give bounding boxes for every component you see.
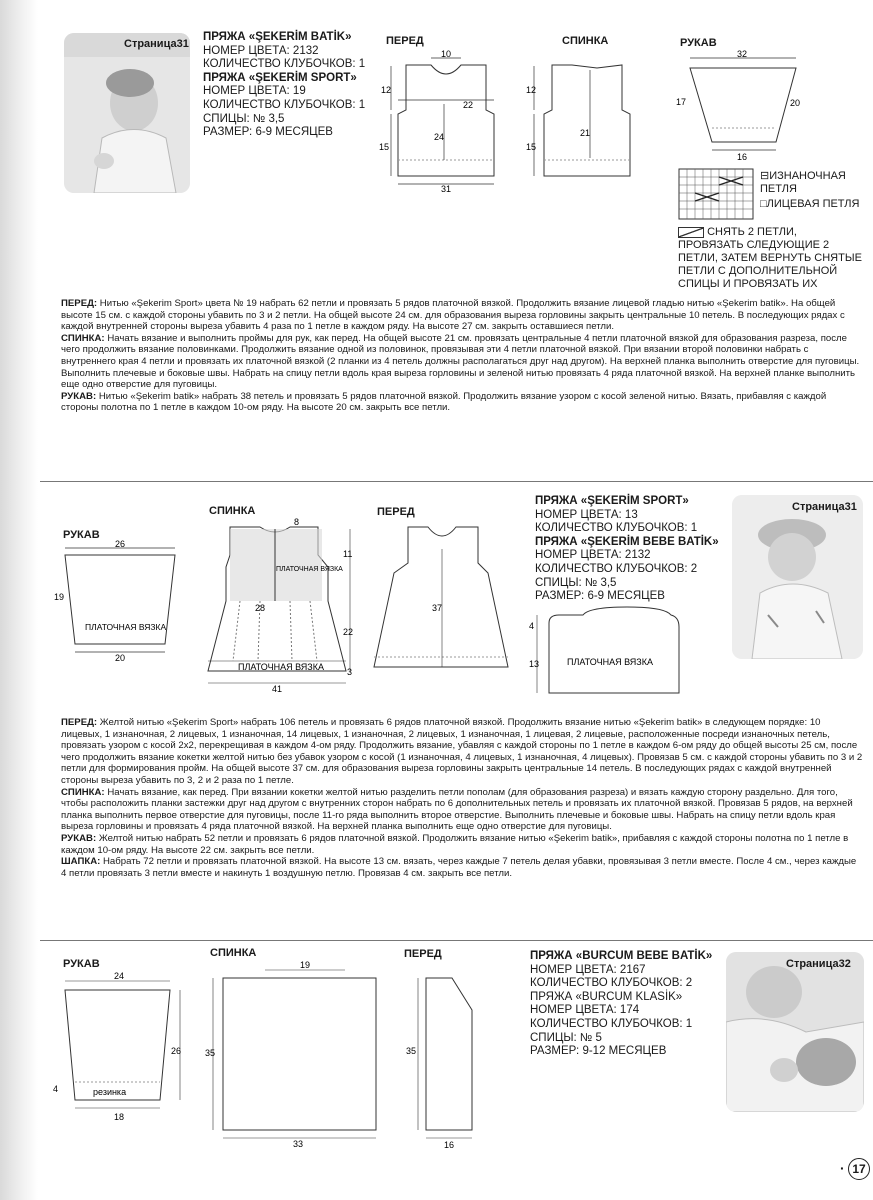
yarn-line: НОМЕР ЦВЕТА: 174 — [530, 1004, 640, 1017]
yarn-line: НОМЕР ЦВЕТА: 2132 — [203, 44, 319, 57]
legend — [760, 170, 860, 211]
yarn-line: КОЛИЧЕСТВО КЛУБОЧКОВ: 1 — [535, 522, 698, 535]
sleeve-diagram-3 — [50, 968, 195, 1128]
cable-symbol-icon — [678, 227, 704, 238]
yarn-line: КОЛИЧЕСТВО КЛУБОЧКОВ: 2 — [530, 977, 693, 990]
yarn-info-2 — [535, 495, 719, 604]
yarn-line: ПРЯЖА «BURCUM BEBE BATİK» — [530, 950, 713, 962]
dim-a: 4 — [529, 621, 535, 631]
dim-height: 24 — [434, 132, 445, 142]
page-number — [840, 1158, 870, 1180]
divider — [40, 481, 873, 482]
dim-bottom: 18 — [114, 1112, 125, 1122]
yarn-line: КОЛИЧЕСТВО КЛУБОЧКОВ: 1 — [530, 1017, 693, 1030]
instruction-back — [61, 333, 863, 391]
back-title-3: СПИНКА — [210, 947, 257, 959]
front-title-2: ПЕРЕД — [377, 506, 415, 518]
dim-mid: 28 — [255, 603, 266, 613]
hat-label: ПЛАТОЧНАЯ ВЯЗКА — [567, 657, 653, 667]
yarn-line: ПРЯЖА «ŞEKERİM SPORT» — [203, 71, 357, 84]
front-diagram-1 — [376, 48, 516, 193]
yarn-line: КОЛИЧЕСТВО КЛУБОЧКОВ: 1 — [203, 98, 366, 111]
instruction-text: Набрать 72 петли и провязать платочной вязкой. На высоте 13 см. вязать, через каждые 7 петель делая убавки, провязывая 3 петли вместе. После 4 см., через каждые 4 петли провязать 3 петли вместе и накинуть 1 воздушную петлю. Провязав 4 см. закрыть все петли. — [61, 856, 857, 879]
yarn-line: КОЛИЧЕСТВО КЛУБОЧКОВ: 1 — [203, 58, 366, 71]
yarn-line: СПИЦЫ: № 3,5 — [203, 112, 285, 125]
dim-left: 4 — [53, 1084, 59, 1094]
instruction-label: ШАПКА: — [61, 856, 101, 868]
page-ref-1: Страница31 — [124, 38, 189, 50]
hat-diagram-2 — [527, 605, 687, 700]
yarn-line: НОМЕР ЦВЕТА: 2167 — [530, 963, 646, 976]
front-title-1: ПЕРЕД — [386, 35, 424, 47]
sleeve-title-2: РУКАВ — [63, 529, 100, 541]
band-label: резинка — [93, 1087, 127, 1097]
yarn-line: НОМЕР ЦВЕТА: 19 — [203, 85, 306, 98]
sleeve-title-3: РУКАВ — [63, 958, 100, 970]
yarn-line: ПРЯЖА «ŞEKERİM BEBE BATİK» — [535, 535, 719, 548]
page-number-circle — [848, 1158, 870, 1180]
dim-top: 26 — [114, 540, 126, 549]
dim-bottom: 16 — [736, 152, 748, 162]
dim-bottom-h: 3 — [347, 667, 353, 677]
instruction-label: ПЕРЕД: — [61, 298, 98, 309]
purl-symbol-icon: ⊟ — [760, 170, 770, 182]
yarn-info-1 — [203, 31, 365, 140]
back-title-2: СПИНКА — [209, 505, 256, 517]
back-band-label: ПЛАТОЧНАЯ ВЯЗКА — [238, 662, 324, 672]
yarn-line: РАЗМЕР: 6-9 МЕСЯЦЕВ — [535, 590, 665, 603]
dim-top: 32 — [736, 49, 748, 59]
dim-top: 8 — [294, 517, 300, 527]
baby-photo-3 — [726, 952, 864, 1112]
front-title-3: ПЕРЕД — [404, 948, 442, 960]
dim-width: 41 — [271, 684, 283, 694]
instruction-hat — [61, 856, 863, 879]
instruction-back — [61, 787, 863, 833]
instructions-1 — [61, 298, 863, 414]
dim-bottom: 16 — [444, 1140, 455, 1150]
sleeve-diagram-2 — [50, 540, 190, 665]
dim-neck: 10 — [440, 49, 452, 59]
instruction-front — [61, 298, 863, 333]
yarn-line: СПИЦЫ: № 5 — [530, 1031, 602, 1044]
instruction-label: ПЕРЕД: — [61, 717, 98, 728]
dim-side: 19 — [54, 592, 65, 602]
legend-cable — [678, 226, 863, 291]
dim-height: 21 — [580, 128, 591, 138]
instruction-label: РУКАВ: — [61, 390, 97, 402]
yarn-line: РАЗМЕР: 6-9 МЕСЯЦЕВ — [203, 126, 333, 139]
dim-bottom: 15 — [526, 142, 537, 152]
page-number-text: 17 — [852, 1162, 866, 1176]
legend-cable-text: СНЯТЬ 2 ПЕТЛИ, ПРОВЯЗАТЬ СЛЕДУЮЩИЕ 2 ПЕТЛИ, ЗАТЕМ ВЕРНУТЬ СНЯТЫЕ ПЕТЛИ С ДОПОЛНИТЕЛЬНОЙ СПИЦЫ И ПРОВЯЗАТЬ ИХ — [678, 226, 862, 290]
baby-photo-2 — [732, 495, 863, 659]
instruction-text: Начать вязание и выполнить проймы для рук, как перед. На общей высоте 21 см. провязать центральные 4 петли платочной вязкой для образования разреза, после чего продолжить вязание половинками. Продолжить вязание одной из половинок, провязывая эти 4 петли платочной вязкой. При вязании второй половинки набрать с внутреннего края 4 петли и провязать их платочной вязкой (2 планки из 4 петель должны располагаться друг над другом). На верхней планка выполнить отверстие для пуговицы. Выполнить плечевые и боковые швы. Набрать на спицу петли вдоль края выреза горловины и зеленой нитью провязать 4 ряда платочной вязкой. На верхней планке выполнить еще одно отверстие для пуговицы. — [61, 332, 860, 391]
dim-height: 37 — [432, 603, 443, 613]
legend-knit-text: ЛИЦЕВАЯ ПЕТЛЯ — [766, 198, 860, 210]
dim-right: 26 — [171, 1046, 182, 1056]
instruction-text: Начать вязание, как перед. При вязании кокетки желтой нитью разделить петли пополам (для образования разреза) и вязать каждую сторону раздельно. Для того, чтобы расположить планки застежки друг над другом с внутренних сторон набрать по 6 дополнительных петель и провязать их платочной вязкой. Провязав 5 рядов, на верхней планка выполнить первое отверстие для пуговицы, после 11-го ряда выполнить второе отверстие. Выполнить плечевые и боковые швы. Набрать на спицу петли вдоль края выреза горловины и провязать 4 ряда платочной вязкой. На верхней планка выполнить еще одно отверстие для пуговицы. — [61, 786, 853, 833]
yarn-line: КОЛИЧЕСТВО КЛУБОЧКОВ: 2 — [535, 562, 698, 575]
instruction-text: Нитью «Şekerim batik» набрать 38 петель и провязать 5 рядов платочной вязкой. Продолжить вязание узором с косой зеленой нитью. Вязать, прибавляя с каждой стороны полотна по 1 петле в каждом 10-ом ряду. На высоте 20 см. закрыть все петли. — [61, 390, 827, 414]
instruction-sleeve — [61, 391, 863, 414]
instruction-sleeve — [61, 833, 863, 856]
page-ref-3: Страница32 — [786, 958, 851, 970]
dim-lower: 22 — [343, 627, 354, 637]
yarn-line: РАЗМЕР: 9-12 МЕСЯЦЕВ — [530, 1045, 667, 1058]
instruction-text: Нитью «Şekerim Sport» цвета № 19 набрать 62 петли и провязать 5 рядов платочной вязкой. Продолжить вязание лицевой гладью нитью «Şekerim batik». На общей высоте 15 см. с каждой стороны убавить по 3 и 2 петли. На общей высоте 24 см. для образования выреза горловины закрыть центральные 10 петель. В последующих рядах с каждой внутренней стороны выреза убавить 4 раза по 1 петле в каждом ряду. На высоте 27 см. закрыть оставшиеся петли. — [61, 298, 845, 333]
legend-knit — [760, 198, 860, 211]
yarn-line: НОМЕР ЦВЕТА: 13 — [535, 508, 638, 521]
front-diagram-2 — [370, 515, 520, 675]
back-diagram-3 — [205, 958, 390, 1148]
back-diagram-1 — [522, 48, 652, 193]
dim-top: 24 — [114, 971, 125, 981]
back-diagram-2 — [200, 515, 365, 695]
sleeve-band-label: ПЛАТОЧНАЯ ВЯЗКА — [85, 622, 167, 632]
instruction-label: СПИНКА: — [61, 332, 105, 344]
yarn-line: ПРЯЖА «ŞEKERİM SPORT» — [535, 495, 689, 507]
dim-upper: 11 — [343, 549, 353, 559]
dim-b: 13 — [529, 659, 540, 669]
instruction-front — [61, 717, 863, 787]
instruction-text: Желтой нитью «Şekerim Sport» набрать 106 петель и провязать 6 рядов платочной вязкой. Продолжить вязание нитью «Şekerim batik» в следующем порядке: 10 лицевых, 1 изнаночная, 2 лицевых, 1 изнаночная, 14 лицевых, 1 изнаночная, 2 лицевых, 1 изнаночная, 1 лицевая, 2 лицевые, расположенные посреди изнаночных петель, провязать узором с косой 2х2, перекрещивая в каждом 4-ом ряду. Продолжить вязание, убавляя с каждой стороны по 1 петле в каждом 6-ом ряду до общей высоты 25 см, после чего продолжить вязание кокетки желтой нитью без убавок узором с косой (1 изнаночная, 4 лицевых, 1 изнаночная, 4 лицевых). Провязав 5 см. с каждой стороны убавить по 3 и 2 петли для формирования пройм. На общей высоте 37 см. для образования выреза горловины закрыть центральные 14 петель. В последующих рядах с каждой внутренней стороны выреза убавить по 3, 2 и 2 раза по 1 петле. — [61, 717, 863, 786]
center-band-label: ПЛАТОЧНАЯ ВЯЗКА — [276, 566, 343, 573]
yarn-line: ПРЯЖА «ŞEKERİM BATİK» — [203, 31, 352, 43]
dim-width: 31 — [440, 184, 452, 193]
legend-purl-text: ИЗНАНОЧНАЯ ПЕТЛЯ — [760, 170, 846, 195]
dim-left: 17 — [676, 97, 687, 107]
back-title-1: СПИНКА — [562, 35, 609, 47]
sleeve-diagram-1 — [672, 48, 812, 163]
yarn-line: ПРЯЖА «BURCUM KLASİK» — [530, 990, 683, 1003]
instruction-text: Желтой нитью набрать 52 петли и провязать 6 рядов платочной вязкой. Продолжить вязание нитью «Şekerim batik», прибавляя с каждой стороны полотна по 1 петле в каждом 10-ом ряду. На высоте 22 см. закрыть все петли. — [61, 832, 849, 856]
stitch-chart — [678, 168, 754, 220]
dim-width-inner: 22 — [463, 100, 474, 110]
page-ref-2: Страница31 — [792, 501, 857, 513]
knit-symbol-icon: □ — [760, 198, 767, 210]
baby-photo-1 — [64, 33, 190, 193]
page-gutter — [0, 0, 38, 1200]
sleeve-title-1: РУКАВ — [680, 37, 717, 49]
divider — [40, 940, 873, 941]
yarn-line: СПИЦЫ: № 3,5 — [535, 576, 617, 589]
front-diagram-3 — [400, 958, 500, 1158]
dim-armhole: 12 — [381, 85, 392, 95]
dim-left: 35 — [406, 1046, 417, 1056]
instruction-label: СПИНКА: — [61, 786, 105, 798]
legend-purl — [760, 170, 860, 196]
instruction-label: РУКАВ: — [61, 832, 97, 844]
dim-armhole: 12 — [526, 85, 537, 95]
instructions-2 — [61, 717, 863, 879]
dim-left: 35 — [205, 1048, 216, 1058]
page-number-bullet-icon: · — [840, 1160, 845, 1176]
dim-bottom: 33 — [293, 1139, 304, 1148]
yarn-info-3 — [530, 950, 712, 1059]
yarn-line: НОМЕР ЦВЕТА: 2132 — [535, 549, 651, 562]
dim-bottom: 20 — [114, 653, 126, 663]
dim-bottom: 15 — [379, 142, 390, 152]
dim-top: 19 — [300, 960, 311, 970]
dim-right: 20 — [790, 98, 801, 108]
